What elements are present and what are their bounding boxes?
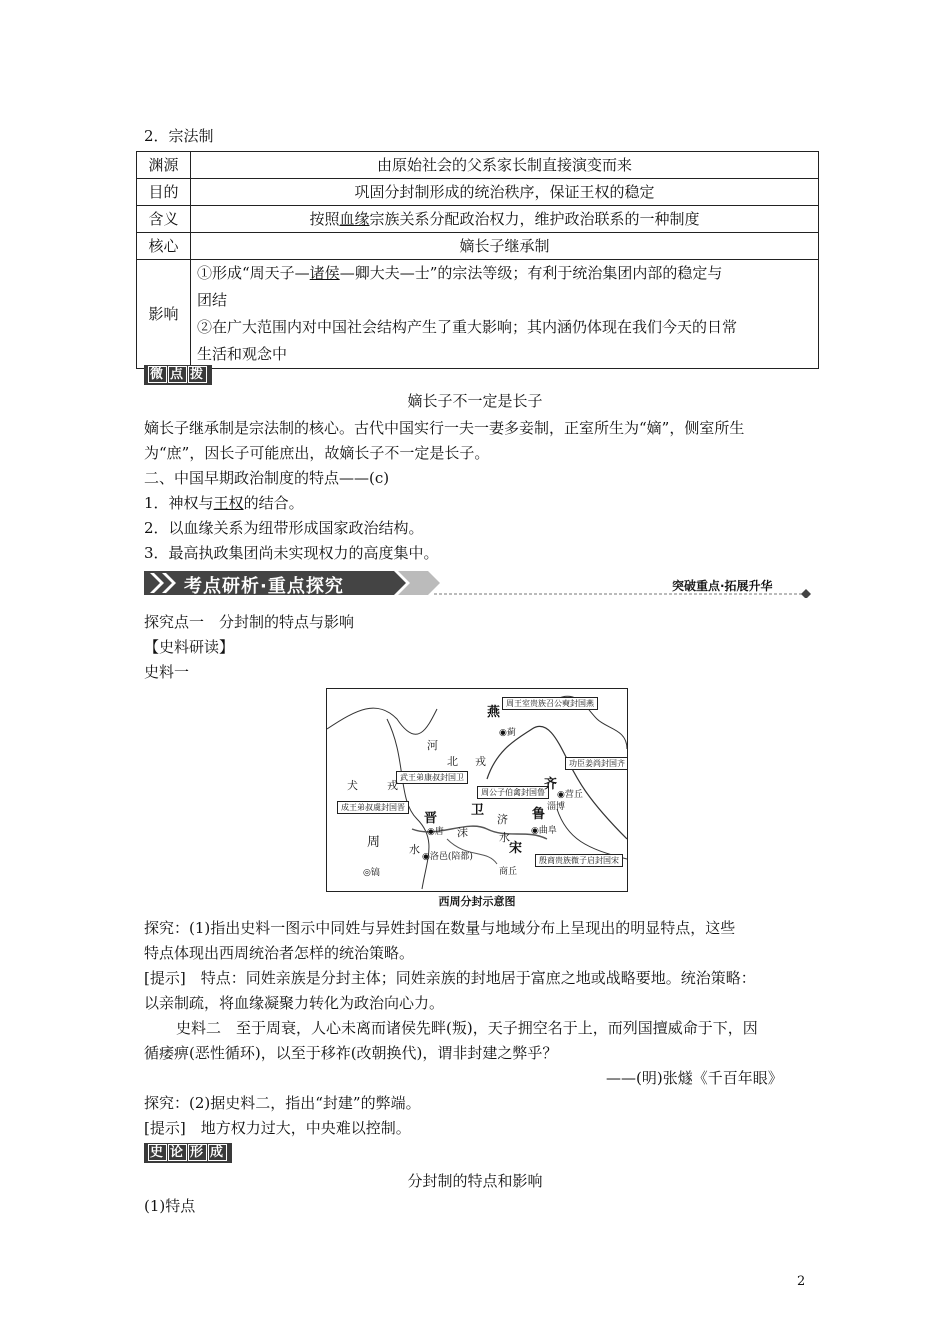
question-text: 探究：(1)指出史料一图示中同姓与异姓封国在数量与地域分布上呈现出的明显特点，这些 bbox=[144, 919, 736, 937]
explore-heading: 探究点一 分封制的特点与影响 bbox=[144, 613, 355, 631]
table-row bbox=[137, 152, 819, 179]
section-title: 2．宗法制 bbox=[144, 127, 214, 145]
table-row bbox=[137, 179, 819, 206]
map-note-box: 周王室贵族召公奭封国燕 bbox=[502, 697, 598, 710]
question-text: 探究：(2)据史料二，指出“封建”的弊端。 bbox=[144, 1094, 421, 1112]
table-row bbox=[137, 233, 819, 260]
row-value: 巩固分封制形成的统治秩序，保证王权的稳定 bbox=[191, 179, 819, 206]
region-label: 水 bbox=[409, 843, 420, 856]
state-label: 燕 bbox=[487, 705, 501, 720]
map-caption: 西周分封示意图 bbox=[438, 895, 516, 908]
place-label: ◉蓟 bbox=[499, 728, 516, 738]
question-text: 特点体现出西周统治者怎样的统治策略。 bbox=[144, 944, 415, 962]
material-source: ——(明)张燧《千百年眼》 bbox=[606, 1069, 783, 1087]
material-text: 循痿痹(恶性循环)，以至于移祚(改朝换代)，谓非封建之弊乎？ bbox=[144, 1044, 558, 1062]
hint-text: 以亲制疏，将血缘凝聚力转化为政治向心力。 bbox=[144, 994, 445, 1012]
hint-text: [提示] 特点：同姓亲族是分封主体；同姓亲族的封地居于富庶之地或战略要地。统治策略： bbox=[144, 969, 756, 987]
material-label: 史料一 bbox=[144, 663, 190, 681]
place-label: ◉洛邑(陪都) bbox=[422, 852, 473, 862]
row-value: ①形成“周天子—诸侯—卿大夫—士”的宗法等级；有利于统治集团内部的稳定与 团结 ②在广大范围内对中国社会结构产生了重大影响；其内涵仍体现在我们今天的日常 生活和观念中 bbox=[191, 260, 819, 369]
place-label: 商丘 bbox=[499, 867, 518, 877]
point-item: 1．神权与王权的结合。 bbox=[144, 494, 304, 512]
region-label: 沫 bbox=[457, 826, 468, 839]
map-note-box: 武王弟康叔封国卫 bbox=[396, 771, 468, 784]
region-label: 水 bbox=[499, 831, 510, 844]
row-value: 由原始社会的父系家长制直接演变而来 bbox=[191, 152, 819, 179]
section-heading: 二、中国早期政治制度的特点——(c) bbox=[144, 469, 390, 487]
banner-subtitle: 突破重点·拓展升华 bbox=[672, 579, 773, 593]
place-label: ◉营丘 bbox=[557, 790, 583, 800]
note-title: 嫡长子不一定是长子 bbox=[407, 392, 543, 410]
zhou-fief-map bbox=[326, 688, 628, 892]
map-note-box: 殷商贵族微子启封国宋 bbox=[535, 854, 623, 867]
note-paragraph: 嫡长子继承制是宗法制的核心。古代中国实行一夫一妻多妾制，正室所生为“嫡”，侧室所生 bbox=[144, 419, 745, 437]
region-label: 犬 bbox=[347, 779, 358, 792]
zongfa-table bbox=[136, 151, 819, 369]
region-label: 北 bbox=[447, 755, 458, 768]
state-label: 齐 bbox=[544, 777, 558, 792]
region-label: 戎 bbox=[387, 779, 398, 792]
page-number: 2 bbox=[797, 1274, 806, 1289]
banner-title: 考点研析·重点探究 bbox=[184, 576, 344, 597]
region-label: 戎 bbox=[475, 755, 486, 768]
region-label: 济 bbox=[497, 813, 508, 826]
summary-item: (1)特点 bbox=[144, 1197, 196, 1215]
point-item: 2．以血缘关系为纽带形成国家政治结构。 bbox=[144, 519, 424, 537]
map-note-box: 成王弟叔虞封国晋 bbox=[337, 801, 409, 814]
place-label: ◎镐 bbox=[363, 868, 380, 878]
region-label: 河 bbox=[427, 739, 438, 752]
row-key: 渊源 bbox=[137, 152, 191, 179]
micro-tip-tag: 微 点 拨 bbox=[144, 365, 212, 385]
row-key: 目的 bbox=[137, 179, 191, 206]
row-key: 含义 bbox=[137, 206, 191, 233]
place-label: ◉曲阜 bbox=[531, 826, 557, 836]
row-key: 核心 bbox=[137, 233, 191, 260]
material-text: 史料二 至于周衰，人心未离而诸侯先畔(叛)，天子拥空名于上，而列国擅威命于下，因 bbox=[176, 1019, 758, 1037]
state-label: 卫 bbox=[471, 803, 485, 818]
material-heading: 【史料研读】 bbox=[144, 638, 235, 656]
state-label: 鲁 bbox=[532, 807, 546, 822]
row-value: 按照血缘宗族关系分配政治权力，维护政治联系的一种制度 bbox=[191, 206, 819, 233]
hint-text: [提示] 地方权力过大，中央难以控制。 bbox=[144, 1119, 411, 1137]
table-row bbox=[137, 206, 819, 233]
row-value: 嫡长子继承制 bbox=[191, 233, 819, 260]
state-label: 晋 bbox=[424, 811, 438, 826]
history-argument-tag: 史 论 形 成 bbox=[144, 1143, 232, 1163]
note-paragraph: 为“庶”，因长子可能庶出，故嫡长子不一定是长子。 bbox=[144, 444, 490, 462]
map-note-box: 功臣姜尚封国齐 bbox=[565, 757, 628, 770]
table-row bbox=[137, 260, 819, 369]
place-label: 淄博 bbox=[547, 802, 566, 812]
point-item: 3．最高执政集团尚未实现权力的高度集中。 bbox=[144, 544, 439, 562]
state-label: 宋 bbox=[509, 841, 523, 856]
state-label: 周 bbox=[367, 835, 381, 850]
map-note-box: 周公子伯禽封国鲁 bbox=[477, 786, 549, 799]
row-key: 影响 bbox=[137, 260, 191, 369]
place-label: ◉唐 bbox=[427, 827, 444, 837]
summary-title: 分封制的特点和影响 bbox=[407, 1172, 543, 1190]
section-banner bbox=[144, 568, 816, 598]
